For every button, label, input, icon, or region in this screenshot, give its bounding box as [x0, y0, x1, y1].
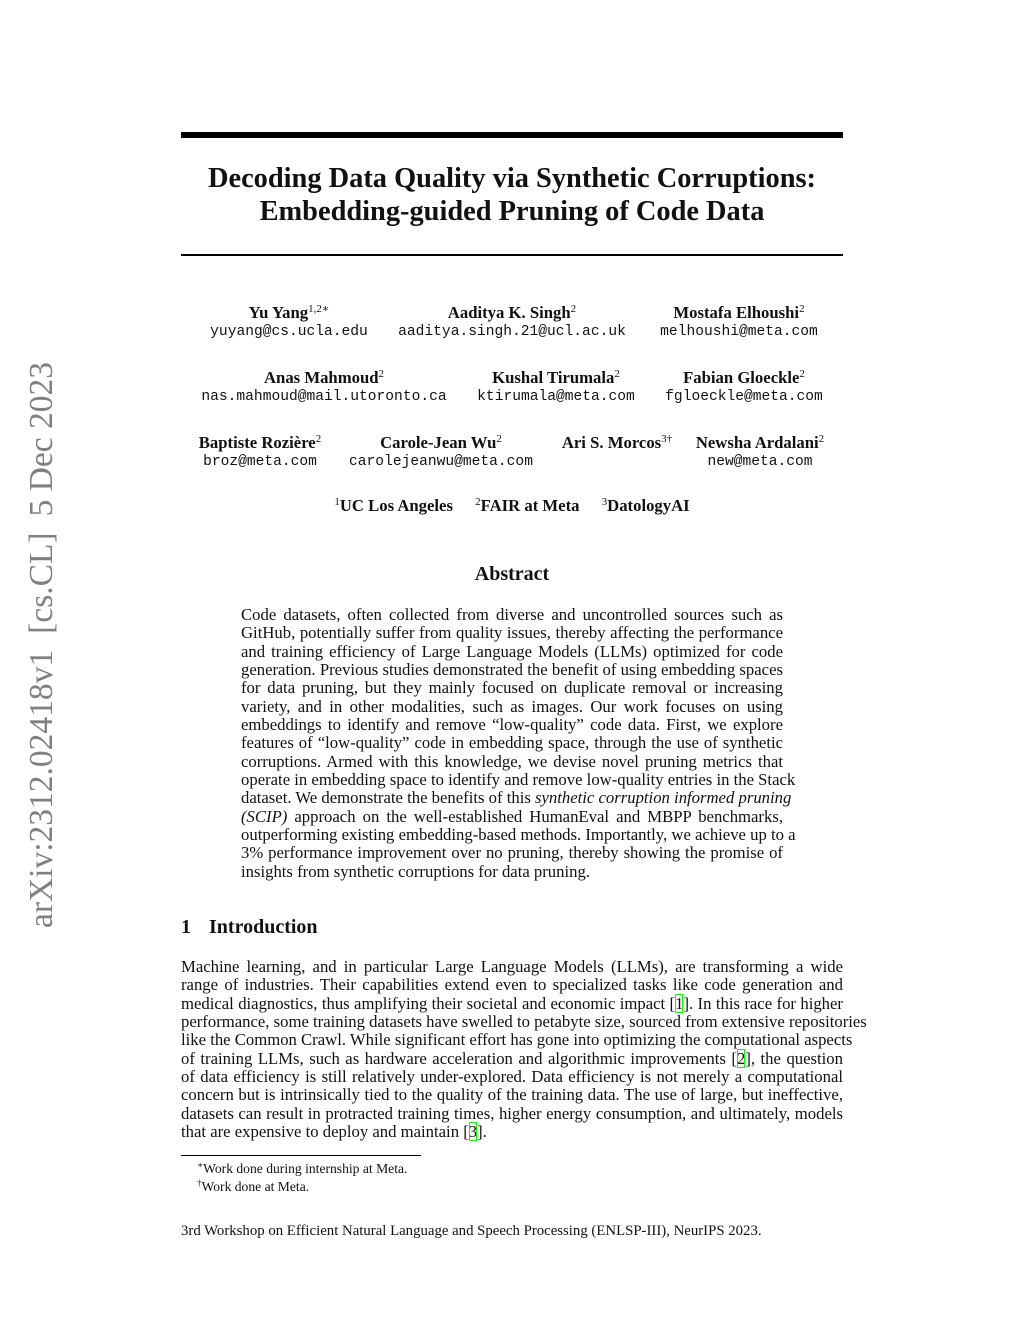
intro-paragraph [181, 957, 867, 1142]
affiliation [602, 496, 690, 515]
author [665, 365, 823, 407]
affiliation-name: DatologyAI [607, 496, 690, 515]
author-name: Kushal Tirumala [492, 368, 615, 387]
author-email: broz@meta.com [203, 454, 317, 470]
text: dataset. We demonstrate the benefits of this [241, 788, 536, 808]
author-affil-mark: 2 [799, 303, 805, 315]
author-affil-mark: 2 [614, 368, 620, 380]
abstract-line: GitHub, potentially suffer from quality issues, thereby affecting the performance [241, 623, 783, 643]
body-line: Machine learning, and in particular Large Language Models (LLMs), are transforming a wide [181, 957, 843, 976]
abstract-line: insights from synthetic corruptions for data pruning. [241, 861, 590, 881]
body-line: of data efficiency is still relatively under-explored. Data efficiency is not merely a computational [181, 1067, 843, 1087]
footnote [197, 1174, 309, 1196]
text: medical diagnostics, thus amplifying their societal and economic impact [ [181, 993, 676, 1013]
author [660, 300, 818, 342]
author-email: melhoushi@meta.com [660, 324, 818, 340]
affiliations [181, 496, 843, 516]
abstract-line: operate in embedding space to identify and remove low-quality entries in the Stack [241, 770, 796, 790]
author-email: nas.mahmoud@mail.utoronto.ca [201, 389, 447, 405]
author-affil-mark: 2 [570, 303, 577, 315]
affiliation-name: FAIR at Meta [480, 496, 580, 515]
citation-link[interactable]: 2 [736, 1048, 746, 1068]
abstract-line: Code datasets, often collected from diverse and uncontrolled sources such as [241, 605, 783, 624]
author [696, 430, 824, 472]
footnote-text: Work done at Meta. [201, 1179, 310, 1194]
affiliation-name: UC Los Angeles [339, 496, 453, 515]
affiliation-mark: 1 [334, 496, 340, 508]
author-affil-mark: 3† [661, 433, 673, 445]
body-line: range of industries. Their capabilities extend even to specialized tasks like code generation and [181, 975, 843, 995]
abstract-body [241, 605, 796, 881]
body-line: datasets can result in protracted training times, higher energy consumption, and ultimately, models [181, 1103, 843, 1123]
author-affil-mark: 2 [496, 433, 502, 445]
abstract-line: outperforming existing embedding-based methods. Importantly, we achieve up to a [241, 825, 796, 845]
author-email: fgloeckle@meta.com [665, 389, 823, 405]
text: of training LLMs, such as hardware acceleration and algorithmic improvements [ [181, 1048, 737, 1068]
author-affil-mark: 2 [378, 368, 385, 380]
body-line [181, 1123, 843, 1141]
author-name: Carole-Jean Wu [380, 433, 497, 452]
abstract-line: embeddings to identify and remove “low-quality” code data. First, we explore [241, 715, 783, 735]
author-name: Ari S. Morcos [561, 433, 662, 452]
body-line [181, 995, 843, 1013]
author-name: Yu Yang [248, 303, 309, 322]
abstract-line: generation. Previous studies demonstrated the benefit of using embedding spaces [241, 660, 783, 680]
author-name: Baptiste Rozière [198, 433, 316, 452]
body-line: performance, some training datasets have swelled to petabyte size, sourced from extensive repositories [181, 1012, 867, 1032]
text: ]. In this race for higher [683, 993, 843, 1013]
italic-term: (SCIP) [241, 806, 288, 826]
author-affil-mark: 2 [818, 433, 825, 445]
author-affil-mark: 2 [315, 433, 322, 445]
title-line: Decoding Data Quality via Synthetic Corruptions: [207, 163, 817, 194]
abstract-heading: Abstract [474, 563, 550, 585]
footnote-mark: † [197, 1178, 202, 1188]
author-email: ktirumala@meta.com [477, 389, 635, 405]
title-bottom-rule [181, 254, 843, 256]
author-name: Mostafa Elhoushi [673, 303, 800, 322]
author-name: Aaditya K. Singh [447, 303, 571, 322]
text: that are expensive to deploy and maintain [ [181, 1122, 469, 1142]
author-email: aaditya.singh.21@ucl.ac.uk [398, 324, 626, 340]
section-heading [181, 916, 318, 939]
italic-term: synthetic corruption informed pruning [535, 788, 792, 808]
section-number: 1 [181, 916, 191, 938]
abstract-line: 3% performance improvement over no pruning, thereby showing the promise of [241, 843, 783, 863]
affiliation-mark: 3 [601, 496, 608, 508]
author [477, 365, 635, 407]
author-email: yuyang@cs.ucla.edu [210, 324, 368, 340]
author-name: Newsha Ardalani [695, 433, 819, 452]
text: ]. [477, 1122, 487, 1142]
title-line: Embedding-guided Pruning of Code Data [259, 196, 765, 227]
abstract-line: and training efficiency of Large Language Models (LLMs) optimized for code [241, 641, 783, 661]
author-affil-mark: 1,2∗ [308, 303, 330, 315]
author [199, 430, 321, 472]
text: approach on the well-established HumanEval and MBPP benchmarks, [287, 806, 783, 826]
author [398, 300, 626, 342]
citation-link[interactable]: 1 [675, 993, 684, 1013]
affiliation [334, 496, 453, 515]
abstract-line: for data pruning, but they mainly focused on duplicate removal or increasing [241, 678, 783, 698]
text: ], the question [745, 1048, 843, 1068]
abstract-line: variety, and in other modalities, such as images. Our work focuses on using [241, 696, 783, 716]
venue-footer: 3rd Workshop on Efficient Natural Language and Speech Processing (ENLSP-III), NeurIPS 2023. [181, 1223, 762, 1239]
section-title: Introduction [209, 916, 318, 938]
citation-link[interactable]: 3 [468, 1122, 478, 1142]
author-name: Anas Mahmoud [263, 368, 379, 387]
author [210, 300, 368, 342]
body-line: like the Common Crawl. While significant effort has gone into optimizing the computational aspects [181, 1030, 853, 1050]
abstract-line: corruptions. Armed with this knowledge, we devise novel pruning metrics that [241, 751, 783, 771]
author-affil-mark: 2 [799, 368, 805, 380]
title-top-rule [181, 132, 843, 138]
arxiv-date: 5 Dec 2023 [23, 361, 60, 517]
author [201, 365, 446, 407]
arxiv-category: [cs.CL] [23, 532, 60, 634]
abstract-line [241, 808, 783, 826]
body-line [181, 1050, 843, 1068]
arxiv-id: arXiv:2312.02418v1 [23, 649, 60, 929]
abstract-line: features of “low-quality” code in embedding space, through the use of synthetic [241, 733, 783, 753]
affiliation-mark: 2 [475, 496, 481, 508]
author [349, 430, 533, 472]
author [562, 430, 672, 452]
body-line: concern but is intrinsically tied to the quality of the training data. The use of large, but ineffective, [181, 1085, 843, 1105]
arxiv-stamp [23, 354, 61, 936]
footnote-mark: ∗ [197, 1160, 204, 1170]
author-email: new@meta.com [707, 454, 813, 470]
author-email: carolejeanwu@meta.com [349, 454, 533, 470]
author-name: Fabian Gloeckle [683, 368, 800, 387]
affiliation [475, 496, 579, 515]
abstract-line [241, 788, 792, 808]
paper-title [181, 162, 843, 228]
footnote-text: Work done during internship at Meta. [203, 1161, 408, 1176]
